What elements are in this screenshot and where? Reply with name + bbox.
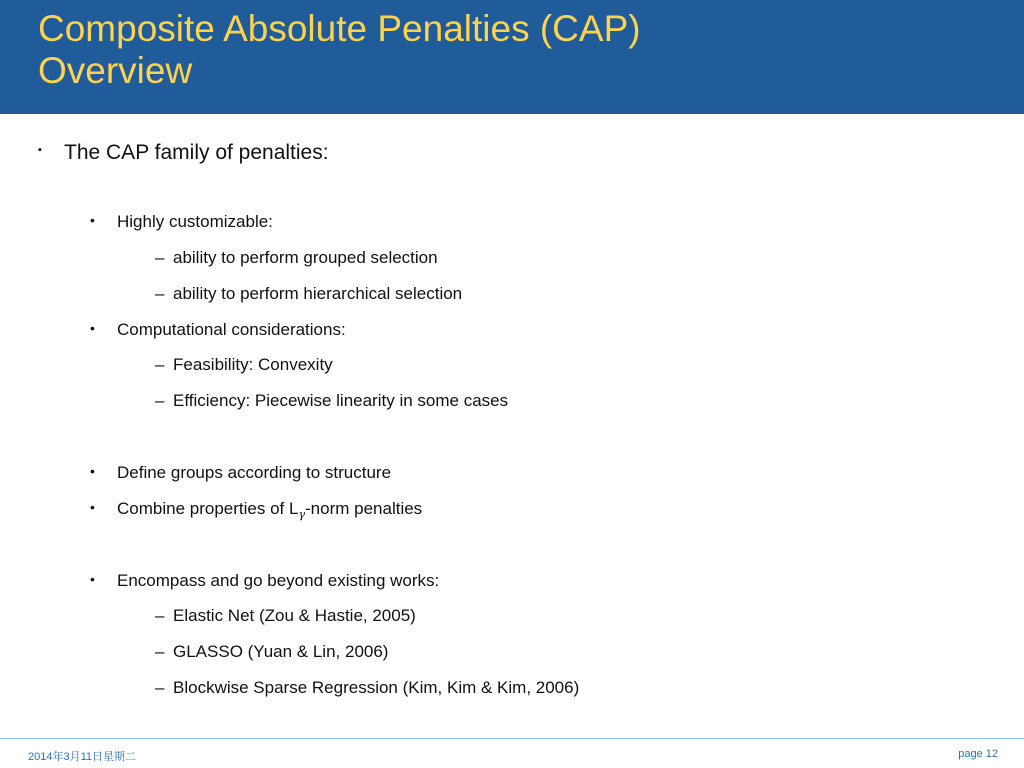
gamma-subscript: γ [298,508,306,521]
slide-title-line1: Composite Absolute Penalties (CAP) [38,8,641,49]
dash-bullet-icon: – [155,642,165,661]
bullet-text [117,499,422,521]
footer-date: 2014年3月11日星期二 [28,751,137,763]
bullet-text: Encompass and go beyond existing works: [117,571,440,590]
dash-bullet-icon: – [155,391,165,410]
subbullet-text: Blockwise Sparse Regression (Kim, Kim & Kim, 2006) [173,678,580,697]
combine-prefix: Combine properties of L [117,499,299,518]
bullet-main-text: The CAP family of penalties: [64,141,329,164]
slide-title [38,8,641,92]
footer-page-number: page 12 [958,748,998,760]
subbullet-text: Elastic Net (Zou & Hastie, 2005) [173,606,416,625]
subbullet-text: Efficiency: Piecewise linearity in some cases [173,391,509,410]
subbullet-text: GLASSO (Yuan & Lin, 2006) [173,642,389,661]
dot-bullet-icon: • [90,571,95,587]
bullet-text: Highly customizable: [117,212,273,231]
dot-bullet-icon: • [90,499,95,515]
bullet-text: Define groups according to structure [117,463,392,482]
bullet-text: Computational considerations: [117,320,346,339]
subbullet-text: ability to perform hierarchical selection [173,284,463,303]
subbullet-text: ability to perform grouped selection [173,248,438,267]
dot-bullet-icon: • [90,212,95,228]
dash-bullet-icon: – [155,248,165,267]
combine-suffix: -norm penalties [305,499,423,518]
dash-bullet-icon: – [155,284,165,303]
dash-bullet-icon: – [155,355,165,374]
footer-divider [0,738,1024,739]
title-bar [0,0,1024,114]
dot-bullet-icon: • [90,463,95,479]
square-bullet-icon: ▪ [38,144,42,156]
slide-title-line2: Overview [38,50,193,91]
subbullet-text: Feasibility: Convexity [173,355,333,374]
dot-bullet-icon: • [90,320,95,336]
dash-bullet-icon: – [155,678,165,697]
dash-bullet-icon: – [155,606,165,625]
